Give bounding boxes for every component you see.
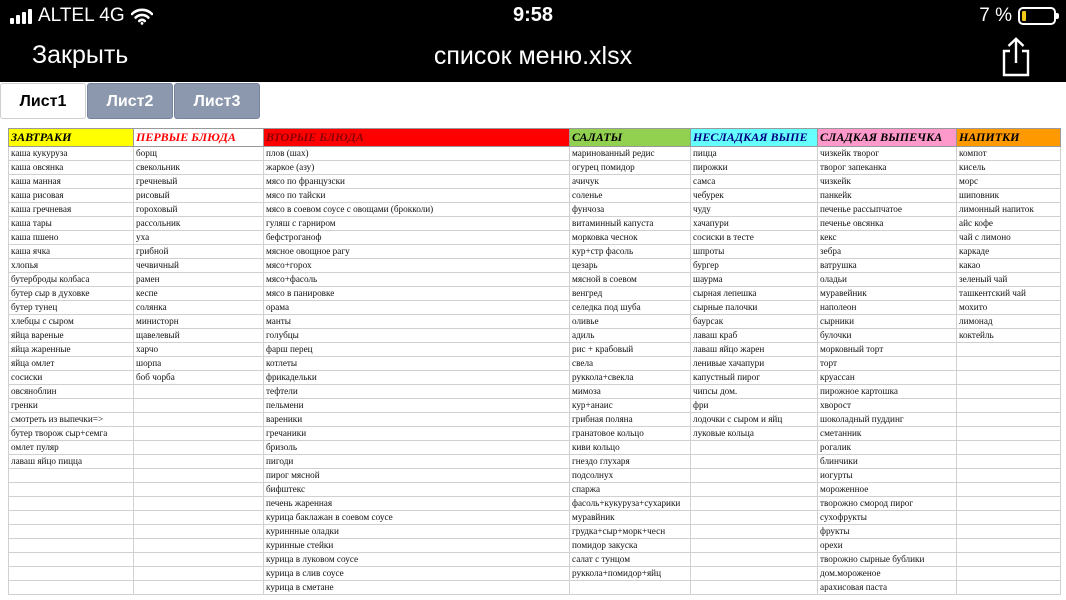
battery-percent: 7 % [979, 5, 1012, 26]
table-cell[interactable] [691, 497, 818, 511]
table-cell[interactable]: айс кофе [957, 217, 1061, 231]
table-cell[interactable]: салат с тунцом [570, 553, 691, 567]
table-cell[interactable]: гранатовое кольцо [570, 427, 691, 441]
table-cell[interactable]: печень жаренная [264, 497, 570, 511]
column-header[interactable]: ПЕРВЫЕ БЛЮДА [134, 129, 264, 147]
table-cell[interactable]: грудка+сыр+морк+чесн [570, 525, 691, 539]
table-cell[interactable]: лимонный напиток [957, 203, 1061, 217]
table-cell[interactable]: лимонад [957, 315, 1061, 329]
table-cell[interactable] [957, 511, 1061, 525]
table-cell[interactable] [134, 427, 264, 441]
tab-sheet-3[interactable]: Лист3 [174, 83, 260, 119]
table-cell[interactable] [957, 469, 1061, 483]
table-cell[interactable]: уха [134, 231, 264, 245]
table-cell[interactable]: вареники [264, 413, 570, 427]
status-right [979, 5, 1056, 27]
table-cell[interactable] [134, 511, 264, 525]
table-cell[interactable]: морковный торт [818, 343, 957, 357]
carrier-label: ALTEL 4G [38, 5, 125, 26]
table-cell[interactable]: мясо+горох [264, 259, 570, 273]
table-cell[interactable]: рисовый [134, 189, 264, 203]
table-cell[interactable]: дом.мороженое [818, 567, 957, 581]
table-row [9, 287, 1061, 301]
table-cell[interactable]: гнездо глухаря [570, 455, 691, 469]
table-cell[interactable]: творог запеканка [818, 161, 957, 175]
table-cell[interactable]: фрикадельки [264, 371, 570, 385]
table-cell[interactable]: зеленый чай [957, 273, 1061, 287]
table-cell[interactable]: грибной [134, 245, 264, 259]
table-cell[interactable]: кур+стр фасоль [570, 245, 691, 259]
table-cell[interactable]: сухофрукты [818, 511, 957, 525]
table-cell[interactable]: рассольник [134, 217, 264, 231]
table-cell[interactable]: котлеты [264, 357, 570, 371]
table-cell[interactable]: спаржа [570, 483, 691, 497]
table-cell[interactable]: пицца [691, 147, 818, 161]
table-cell[interactable] [691, 441, 818, 455]
table-cell[interactable]: мясной в соевом [570, 273, 691, 287]
table-cell[interactable]: солянка [134, 301, 264, 315]
table-cell[interactable]: булочки [818, 329, 957, 343]
table-cell[interactable]: чизкейк [818, 175, 957, 189]
table-cell[interactable]: каша овсянка [9, 161, 134, 175]
table-cell[interactable]: куринные стейки [264, 539, 570, 553]
table-cell[interactable]: арахисовая паста [818, 581, 957, 595]
table-cell[interactable]: лаваш яйцо пицца [9, 455, 134, 469]
table-row [9, 231, 1061, 245]
table-cell[interactable] [9, 581, 134, 595]
table-cell[interactable]: свела [570, 357, 691, 371]
table-cell[interactable]: рис + крабовый [570, 343, 691, 357]
table-cell[interactable]: чипсы дом. [691, 385, 818, 399]
table-cell[interactable] [957, 413, 1061, 427]
table-cell[interactable]: бутерброды колбаса [9, 273, 134, 287]
table-row [9, 259, 1061, 273]
table-cell[interactable]: министорн [134, 315, 264, 329]
table-cell[interactable]: бризоль [264, 441, 570, 455]
battery-icon [1018, 7, 1056, 25]
table-cell[interactable]: коктейль [957, 329, 1061, 343]
column-header[interactable]: ВТОРЫЕ БЛЮДА [264, 129, 570, 147]
table-cell[interactable]: творожно сырные бублики [818, 553, 957, 567]
table-cell[interactable]: адиль [570, 329, 691, 343]
table-cell[interactable]: каша гречневая [9, 203, 134, 217]
table-cell[interactable]: бутер тунец [9, 301, 134, 315]
table-cell[interactable] [134, 441, 264, 455]
column-header[interactable]: НАПИТКИ [957, 129, 1061, 147]
table-cell[interactable]: лаваш краб [691, 329, 818, 343]
table-cell[interactable]: омлет пуляр [9, 441, 134, 455]
table-cell[interactable]: лаваш яйцо жарен [691, 343, 818, 357]
table-cell[interactable] [957, 399, 1061, 413]
table-cell[interactable] [9, 469, 134, 483]
table-row [9, 525, 1061, 539]
table-cell[interactable] [691, 553, 818, 567]
tab-sheet-2[interactable]: Лист2 [87, 83, 173, 119]
table-cell[interactable]: селедка под шуба [570, 301, 691, 315]
table-cell[interactable]: смотреть из выпечки=> [9, 413, 134, 427]
table-cell[interactable]: луковые кольца [691, 427, 818, 441]
table-cell[interactable]: маринованный редис [570, 147, 691, 161]
table-cell[interactable]: хлебцы с сыром [9, 315, 134, 329]
table-cell[interactable]: баурсак [691, 315, 818, 329]
table-cell[interactable]: каркаде [957, 245, 1061, 259]
close-button[interactable]: Закрыть [32, 41, 129, 69]
table-cell[interactable]: курица в луковом соусе [264, 553, 570, 567]
table-cell[interactable]: подсолнух [570, 469, 691, 483]
table-cell[interactable]: витаминный капуста [570, 217, 691, 231]
table-cell[interactable]: фунчоза [570, 203, 691, 217]
table-cell[interactable] [134, 385, 264, 399]
table-cell[interactable]: муравейник [818, 287, 957, 301]
table-row [9, 217, 1061, 231]
table-cell[interactable]: печенье овсянка [818, 217, 957, 231]
table-cell[interactable]: круассан [818, 371, 957, 385]
table-cell[interactable]: бифштекс [264, 483, 570, 497]
table-row [9, 147, 1061, 161]
table-cell[interactable] [134, 455, 264, 469]
table-cell[interactable]: мясо в соевом соусе с овощами (брокколи) [264, 203, 570, 217]
tab-sheet-1[interactable]: Лист1 [0, 83, 86, 119]
table-cell[interactable]: тефтели [264, 385, 570, 399]
table-cell[interactable] [134, 469, 264, 483]
table-cell[interactable]: ачичук [570, 175, 691, 189]
table-cell[interactable] [957, 357, 1061, 371]
table-cell[interactable]: хлопья [9, 259, 134, 273]
table-cell[interactable]: боб чорба [134, 371, 264, 385]
table-cell[interactable] [134, 581, 264, 595]
table-row [9, 413, 1061, 427]
table-cell[interactable]: чай с лимоно [957, 231, 1061, 245]
table-row [9, 357, 1061, 371]
table-cell[interactable]: сырные палочки [691, 301, 818, 315]
table-cell[interactable] [691, 567, 818, 581]
table-cell[interactable]: наполеон [818, 301, 957, 315]
table-cell[interactable]: фри [691, 399, 818, 413]
nav-bar [0, 32, 1066, 82]
table-row [9, 553, 1061, 567]
table-cell[interactable]: мясо по французски [264, 175, 570, 189]
table-row [9, 399, 1061, 413]
table-cell[interactable] [691, 511, 818, 525]
table-row [9, 385, 1061, 399]
table-cell[interactable]: кекс [818, 231, 957, 245]
table-cell[interactable]: курица в слив соусе [264, 567, 570, 581]
table-cell[interactable]: харчо [134, 343, 264, 357]
table-cell[interactable] [957, 567, 1061, 581]
table-cell[interactable] [957, 343, 1061, 357]
table-cell[interactable]: венгред [570, 287, 691, 301]
table-cell[interactable]: пирожки [691, 161, 818, 175]
table-row [9, 455, 1061, 469]
table-cell[interactable]: мимоза [570, 385, 691, 399]
table-cell[interactable]: мясо в панировке [264, 287, 570, 301]
table-cell[interactable]: голубцы [264, 329, 570, 343]
table-cell[interactable]: торт [818, 357, 957, 371]
table-cell[interactable]: гречневый [134, 175, 264, 189]
table-cell[interactable]: хачапури [691, 217, 818, 231]
table-cell[interactable]: компот [957, 147, 1061, 161]
table-cell[interactable] [691, 469, 818, 483]
table-row [9, 329, 1061, 343]
table-cell[interactable]: цезарь [570, 259, 691, 273]
table-cell[interactable] [9, 483, 134, 497]
table-cell[interactable]: чечвичный [134, 259, 264, 273]
table-row [9, 161, 1061, 175]
table-cell[interactable] [570, 581, 691, 595]
table-cell[interactable]: мясное овощное рагу [264, 245, 570, 259]
clock: 9:58 [512, 4, 554, 26]
table-cell[interactable]: фарш перец [264, 343, 570, 357]
table-cell[interactable]: фрукты [818, 525, 957, 539]
table-row [9, 441, 1061, 455]
table-cell[interactable]: ватрушка [818, 259, 957, 273]
table-cell[interactable] [957, 427, 1061, 441]
status-bar [0, 0, 1066, 32]
table-cell[interactable]: ленивые хачапури [691, 357, 818, 371]
table-cell[interactable]: бутер творож сыр+семга [9, 427, 134, 441]
table-cell[interactable]: шаурма [691, 273, 818, 287]
column-header[interactable]: СЛАДКАЯ ВЫПЕЧКА [818, 129, 957, 147]
table-cell[interactable]: каша манная [9, 175, 134, 189]
table-cell[interactable] [691, 483, 818, 497]
table-cell[interactable]: капустный пирог [691, 371, 818, 385]
table-cell[interactable]: руккола+свекла [570, 371, 691, 385]
table-cell[interactable]: гречаники [264, 427, 570, 441]
table-cell[interactable] [9, 539, 134, 553]
table-cell[interactable]: сырники [818, 315, 957, 329]
table-cell[interactable] [957, 385, 1061, 399]
table-cell[interactable] [134, 399, 264, 413]
table-cell[interactable]: мясо+фасоль [264, 273, 570, 287]
table-cell[interactable]: сырная лепешка [691, 287, 818, 301]
table-cell[interactable]: пигоди [264, 455, 570, 469]
table-cell[interactable]: чуду [691, 203, 818, 217]
table-cell[interactable] [957, 553, 1061, 567]
table-cell[interactable] [957, 455, 1061, 469]
table-cell[interactable]: мясо по тайски [264, 189, 570, 203]
table-cell[interactable]: мороженное [818, 483, 957, 497]
table-cell[interactable]: курица баклажан в соевом соусе [264, 511, 570, 525]
table-cell[interactable]: оладьи [818, 273, 957, 287]
table-cell[interactable] [691, 455, 818, 469]
table-cell[interactable]: муравйник [570, 511, 691, 525]
table-cell[interactable]: блинчики [818, 455, 957, 469]
table-cell[interactable] [957, 581, 1061, 595]
table-cell[interactable]: шоколадный пуддинг [818, 413, 957, 427]
table-cell[interactable] [691, 539, 818, 553]
table-row [9, 315, 1061, 329]
table-cell[interactable] [691, 525, 818, 539]
table-cell[interactable]: плов (шах) [264, 147, 570, 161]
table-row [9, 511, 1061, 525]
table-row [9, 245, 1061, 259]
table-cell[interactable]: кур+анаис [570, 399, 691, 413]
table-row [9, 301, 1061, 315]
table-cell[interactable]: яйца жаренные [9, 343, 134, 357]
table-cell[interactable]: яйца омлет [9, 357, 134, 371]
table-cell[interactable] [957, 371, 1061, 385]
table-cell[interactable] [957, 483, 1061, 497]
table-cell[interactable] [134, 525, 264, 539]
table-cell[interactable]: каша пшено [9, 231, 134, 245]
table-row [9, 497, 1061, 511]
battery-fill [1022, 11, 1026, 21]
table-cell[interactable] [691, 581, 818, 595]
table-cell[interactable]: фасоль+кукуруза+сухарики [570, 497, 691, 511]
table-cell[interactable]: гороховый [134, 203, 264, 217]
table-cell[interactable]: каша рисовая [9, 189, 134, 203]
table-cell[interactable]: сметанник [818, 427, 957, 441]
table-cell[interactable] [9, 525, 134, 539]
column-header[interactable]: ЗАВТРАКИ [9, 129, 134, 147]
table-cell[interactable]: бургер [691, 259, 818, 273]
share-button[interactable] [998, 36, 1034, 78]
table-cell[interactable]: борщ [134, 147, 264, 161]
table-cell[interactable]: манты [264, 315, 570, 329]
table-cell[interactable]: свекольник [134, 161, 264, 175]
table-cell[interactable]: иогурты [818, 469, 957, 483]
table-cell[interactable] [134, 539, 264, 553]
table-cell[interactable] [9, 497, 134, 511]
sheet-tabs [0, 83, 261, 119]
table-cell[interactable]: морковка чеснок [570, 231, 691, 245]
table-cell[interactable]: пирог мясной [264, 469, 570, 483]
header-row [9, 129, 1061, 147]
table-cell[interactable] [957, 539, 1061, 553]
table-cell[interactable]: пельмени [264, 399, 570, 413]
table-cell[interactable]: печенье рассыпчатое [818, 203, 957, 217]
table-cell[interactable]: киви кольцо [570, 441, 691, 455]
table-cell[interactable]: лодочки с сыром и яйц [691, 413, 818, 427]
table-row [9, 273, 1061, 287]
table-cell[interactable]: грибная поляна [570, 413, 691, 427]
table-cell[interactable]: морс [957, 175, 1061, 189]
table-cell[interactable]: щавелевый [134, 329, 264, 343]
table-cell[interactable]: шпроты [691, 245, 818, 259]
column-header[interactable]: НЕСЛАДКАЯ ВЫПЕ [691, 129, 818, 147]
table-cell[interactable] [9, 511, 134, 525]
table-cell[interactable]: каша кукуруза [9, 147, 134, 161]
table-cell[interactable]: пирожное картошка [818, 385, 957, 399]
table-cell[interactable]: ташкентский чай [957, 287, 1061, 301]
table-cell[interactable]: огурец помидор [570, 161, 691, 175]
table-cell[interactable]: творожно смород пирог [818, 497, 957, 511]
column-header[interactable]: САЛАТЫ [570, 129, 691, 147]
table-cell[interactable]: какао [957, 259, 1061, 273]
table-cell[interactable]: яйца вареные [9, 329, 134, 343]
table-cell[interactable]: кисель [957, 161, 1061, 175]
table-cell[interactable]: зебра [818, 245, 957, 259]
table-cell[interactable]: сосиски [9, 371, 134, 385]
table-row [9, 567, 1061, 581]
table-cell[interactable] [957, 441, 1061, 455]
table-cell[interactable] [957, 497, 1061, 511]
table-cell[interactable]: соленье [570, 189, 691, 203]
table-row [9, 189, 1061, 203]
table-cell[interactable]: хворост [818, 399, 957, 413]
table-cell[interactable]: чизкейк творог [818, 147, 957, 161]
table-cell[interactable]: жаркое (азу) [264, 161, 570, 175]
table-cell[interactable]: оливье [570, 315, 691, 329]
table-cell[interactable]: руккола+помидор+яйц [570, 567, 691, 581]
table-cell[interactable] [9, 567, 134, 581]
table-row [9, 175, 1061, 189]
table-row [9, 343, 1061, 357]
table-row [9, 581, 1061, 595]
table-cell[interactable]: рамен [134, 273, 264, 287]
table-row [9, 371, 1061, 385]
spreadsheet-grid[interactable] [8, 128, 1061, 595]
table-cell[interactable]: бефстроганоф [264, 231, 570, 245]
table-cell[interactable]: орехи [818, 539, 957, 553]
table-cell[interactable]: овсяноблин [9, 385, 134, 399]
table-row [9, 539, 1061, 553]
table-cell[interactable] [9, 553, 134, 567]
table-cell[interactable]: гуляш с гарниром [264, 217, 570, 231]
share-icon [998, 36, 1034, 78]
table-cell[interactable]: каша тары [9, 217, 134, 231]
table-cell[interactable]: сосиски в тесте [691, 231, 818, 245]
table-row [9, 469, 1061, 483]
table-cell[interactable]: шиповник [957, 189, 1061, 203]
table-cell[interactable] [134, 567, 264, 581]
table-cell[interactable] [134, 553, 264, 567]
table-cell[interactable]: самса [691, 175, 818, 189]
spreadsheet-body [9, 147, 1061, 595]
table-cell[interactable]: шорпа [134, 357, 264, 371]
table-cell[interactable]: мохито [957, 301, 1061, 315]
table-cell[interactable]: куриннные оладки [264, 525, 570, 539]
table-cell[interactable]: бутер сыр в духовке [9, 287, 134, 301]
table-cell[interactable]: кеспе [134, 287, 264, 301]
table-cell[interactable]: курица в сметане [264, 581, 570, 595]
table-cell[interactable]: гренки [9, 399, 134, 413]
table-row [9, 203, 1061, 217]
table-cell[interactable] [134, 413, 264, 427]
table-row [9, 427, 1061, 441]
table-cell[interactable]: рогалик [818, 441, 957, 455]
document-title: список меню.xlsx [433, 42, 633, 70]
table-cell[interactable]: чебурек [691, 189, 818, 203]
table-cell[interactable] [134, 497, 264, 511]
table-cell[interactable]: помидор закуска [570, 539, 691, 553]
table-cell[interactable]: орама [264, 301, 570, 315]
table-cell[interactable]: панкейк [818, 189, 957, 203]
table-row [9, 483, 1061, 497]
table-cell[interactable] [134, 483, 264, 497]
table-cell[interactable]: каша ячка [9, 245, 134, 259]
table-cell[interactable] [957, 525, 1061, 539]
